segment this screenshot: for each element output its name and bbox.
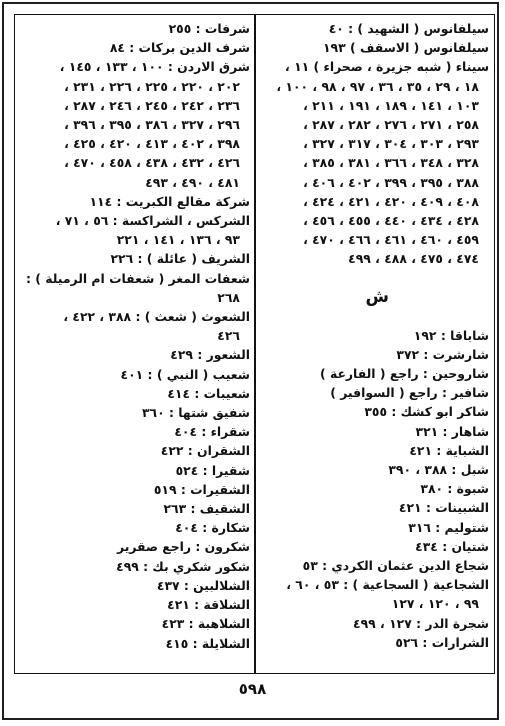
index-entry: ٣٨٨ ، ٣٩٥ ، ٣٩٩ ، ٤٠٢ ، ٤٠٦ ، — [303, 174, 479, 190]
index-entry: شقراء : ٤٠٤ — [174, 424, 250, 440]
document-frame — [2, 2, 499, 720]
index-entry: شرف الدين بركات : ٨٤ — [109, 40, 250, 56]
index-entry: شكرون : راجع صقرير — [116, 539, 250, 555]
index-entry: شتوليم : ٣١٦ — [408, 519, 489, 535]
index-entry: الشباية : ٤٢١ — [409, 442, 489, 458]
index-entry: شركة مقالع الكبريت : ١١٤ — [89, 193, 250, 209]
page-number: ٥٩٨ — [238, 680, 267, 698]
index-entry: شفيق شتها : ٣٦٠ — [141, 405, 250, 421]
index-entry: الشعوث ( شعث ) : ٣٨٨ ، ٤٢٢ ، — [63, 309, 250, 325]
left-column — [21, 19, 250, 653]
index-entry: ٤٧٤ ، ٤٧٥ ، ٤٨٨ ، ٤٩٩ — [348, 251, 479, 267]
index-entry: الشجاعية ( السجاعية ) : ٥٣ ، ٦٠ ، — [286, 577, 489, 593]
index-entry: شتيان : ٤٣٤ — [415, 538, 489, 554]
index-entry: الشقران : ٤٢٢ — [160, 443, 250, 459]
index-entry: الشرارات : ٥٢٦ — [395, 634, 489, 650]
index-entry: ٢٥٨ ، ٢٧١ ، ٢٧٦ ، ٢٨٢ ، ٢٨٧ ، — [303, 117, 479, 133]
index-entry: شاكر ابو كشك : ٣٥٥ — [364, 404, 489, 420]
index-entry: ٤٨١ ، ٤٩٠ ، ٤٩٣ — [145, 174, 240, 190]
index-entry: شبوة : ٣٨٠ — [420, 481, 489, 497]
index-entry: الشلالبين : ٤٣٧ — [156, 577, 250, 593]
index-entry: الشلاقة : ٤٢١ — [167, 597, 250, 613]
index-entry: شاهار : ٣٢١ — [415, 423, 489, 439]
index-entry: شاباقا : ١٩٢ — [413, 327, 489, 343]
index-entry: ٢٩٦ ، ٣٢٧ ، ٣٨٦ ، ٣٩٥ ، ٣٩٦ ، — [64, 117, 240, 133]
index-entry: شرق الاردن : ١٠٠ ، ١٣٣ ، ١٤٥ ، — [59, 59, 250, 75]
index-entry: ٩٣ ، ١٣٦ ، ١٤١ ، ٢٢١ — [116, 232, 240, 248]
index-entry: ٣٩٨ ، ٤٠٢ ، ٤١٣ ، ٤٢٠ ، ٤٢٥ ، — [64, 136, 240, 152]
index-entry: ٢٣٦ ، ٢٤٢ ، ٢٤٥ ، ٢٤٦ ، ٢٨٧ ، — [64, 97, 240, 113]
section-letter-heading: ش — [365, 286, 389, 307]
column-divider — [254, 15, 256, 673]
index-entry: شعفات المغر ( شعفات ام الرميلة ) : — [25, 270, 250, 286]
index-entry: ٣٢٨ ، ٣٤٨ ، ٣٦٦ ، ٣٨١ ، ٣٨٥ ، — [303, 155, 479, 171]
index-entry: شبل : ٣٨٨ ، ٣٩٠ — [388, 462, 489, 478]
index-entry: الشقيف : ٢٦٣ — [163, 501, 250, 517]
index-page — [14, 14, 495, 674]
index-entry: ٤٢٨ ، ٤٣٤ ، ٤٤٠ ، ٤٥٥ ، ٤٥٦ ، — [303, 213, 479, 229]
index-entry: ٢٦٨ — [217, 289, 240, 305]
index-entry: الشبينات : ٤٢١ — [398, 500, 489, 516]
index-entry: ١٨ ، ٢٩ ، ٣٥ ، ٣٦ ، ٩٧ ، ٩٨ ، ١٠٠ ، — [276, 78, 479, 94]
index-entry: الشريف ( عائلة ) : ٢٢٦ — [110, 251, 250, 267]
index-entry: شقيرا : ٥٢٤ — [175, 462, 250, 478]
index-entry: الشلاهبة : ٤٢٣ — [161, 616, 250, 632]
index-entry: ٤٢٦ — [217, 328, 240, 344]
index-entry: الشقيرات : ٥١٩ — [153, 481, 250, 497]
index-entry: الشركس ، الشراكسة : ٥٦ ، ٧١ ، — [55, 213, 250, 229]
index-entry: ٤٢٦ ، ٤٣٢ ، ٤٣٨ ، ٤٥٨ ، ٤٧٠ ، — [64, 155, 240, 171]
left-entries — [21, 19, 250, 653]
index-entry: شارشرت : ٣٧٢ — [396, 346, 489, 362]
index-entry: شافير : راجع ( السوافير ) — [330, 385, 489, 401]
right-column — [259, 19, 489, 652]
index-entry: ٢٠٢ ، ٢٢٠ ، ٢٢٥ ، ٢٢٦ ، ٢٣١ ، — [64, 78, 240, 94]
index-entry: شكور شكري بك : ٤٩٩ — [116, 558, 250, 574]
index-entry: سيلفانوس ( الشهيد ) : ٤٠ — [328, 21, 489, 36]
index-entry: شجاع الدين عثمان الكردي : ٥٣ — [302, 558, 489, 574]
index-entry: شاروحين : راجع ( الفارعة ) — [319, 366, 489, 382]
index-entry: شكارة : ٤٠٤ — [175, 520, 250, 536]
index-entry: شجرة الدر : ١٢٧ ، ٤٩٩ — [353, 615, 489, 631]
index-entry: ٢٩٣ ، ٣٠٣ ، ٣٠٤ ، ٣١٧ ، ٣٢٧ ، — [303, 136, 479, 152]
index-entry: الشعور : ٤٢٩ — [170, 347, 250, 363]
index-entry: ٤٥٩ ، ٤٦٠ ، ٤٦١ ، ٤٦٦ ، ٤٧٠ ، — [303, 232, 479, 248]
right-bottom-entries — [259, 326, 489, 652]
right-top-entries — [259, 19, 489, 269]
index-entry: شعيبات : ٤١٤ — [167, 385, 250, 401]
index-entry: شرفات : ٢٥٥ — [168, 21, 250, 36]
index-entry: ٤٠٨ ، ٤٠٩ ، ٤٢٠ ، ٤٢١ ، ٤٢٤ ، — [303, 193, 479, 209]
index-entry: ١٠٣ ، ١٤١ ، ١٨٩ ، ١٩١ ، ٢١١ ، — [303, 97, 479, 113]
index-entry: سيلفانوس ( الاسقف ) ١٩٣ — [322, 40, 489, 56]
index-entry: الشلايلة : ٤١٥ — [165, 635, 250, 651]
index-entry: سيناء ( شبه جزيرة ، صحراء ) ١١ ، — [285, 59, 489, 75]
index-entry: شعيب ( النبي ) : ٤٠١ — [120, 366, 250, 382]
index-entry: ٩٩ ، ١٢٠ ، ١٢٧ — [391, 596, 479, 612]
